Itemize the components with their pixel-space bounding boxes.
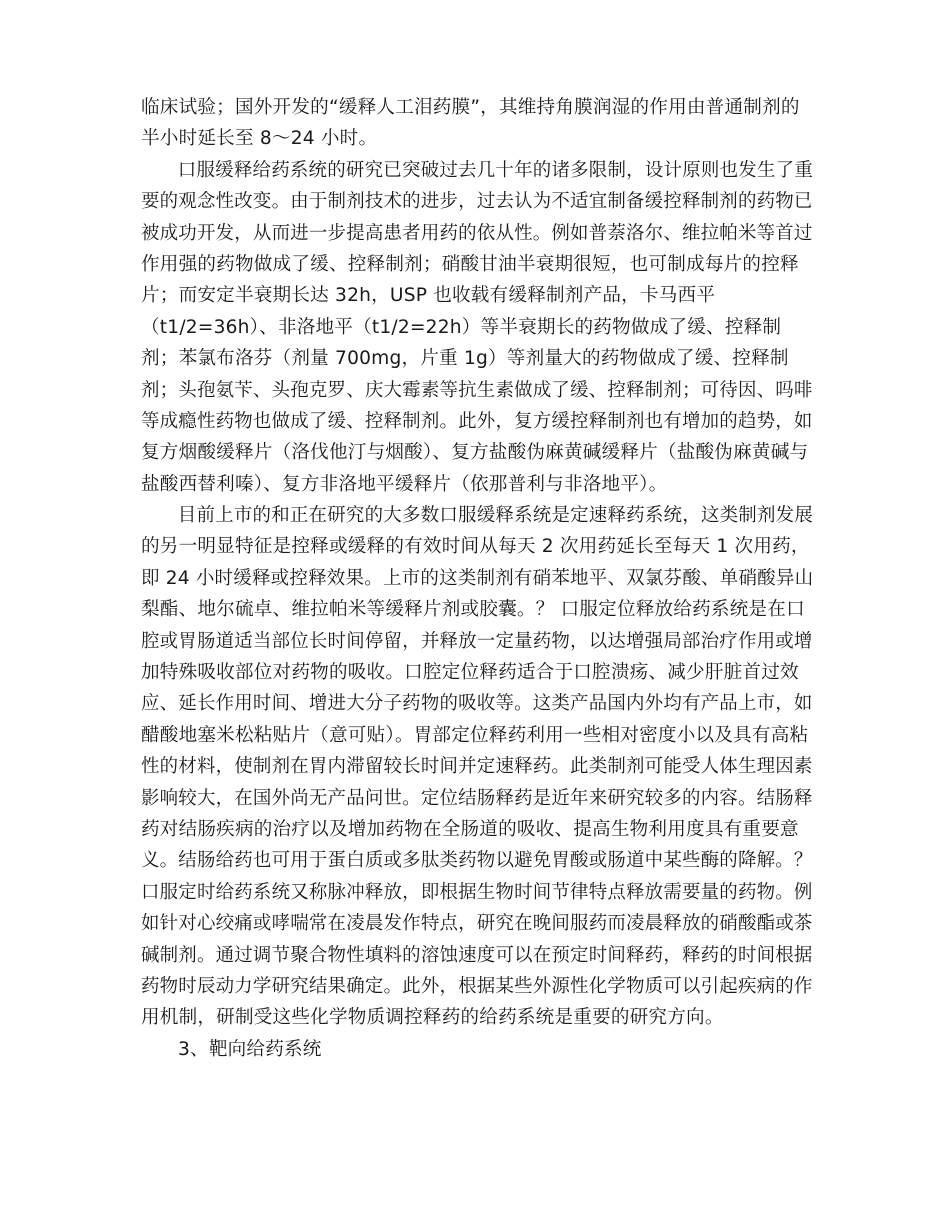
text-line: 临床试验；国外开发的“缓释人工泪药膜”，其维持角膜润湿的作用由普通制剂的 — [141, 97, 800, 118]
text-line: 如针对心绞痛或哮喘常在凌晨发作特点，研究在晚间服药而凌晨释放的硝酸酯或茶 — [141, 913, 813, 935]
text-line: 口服缓释给药系统的研究已突破过去几十年的诸多限制，设计原则也发生了重 — [177, 159, 814, 181]
paragraph-oral-sustained-release — [141, 155, 813, 500]
text-line: 盐酸西替利嗪）、复方非洛地平缓释片（依那普利与非洛地平）。 — [141, 473, 668, 495]
text-line: 加特殊吸收部位对药物的吸收。口腔定位释药适合于口腔溃疡、减少肝脏首过效 — [141, 662, 799, 684]
text-line: 用机制，研制受这些化学物质调控释药的给药系统是重要的研究方向。 — [141, 1007, 724, 1029]
text-line: 片；而安定半衰期长达 32h，USP 也收载有缓释制剂产品，卡马西平 — [141, 285, 716, 307]
text-line: 被成功开发，从而进一步提高患者用药的依从性。例如普萘洛尔、维拉帕米等首过 — [141, 222, 813, 244]
text-line: 要的观念性改变。由于制剂技术的进步，过去认为不适宜制备缓控释制剂的药物已 — [141, 191, 813, 213]
text-line: 复方烟酸缓释片（洛伐他汀与烟酸）、复方盐酸伪麻黄碱缓释片（盐酸伪麻黄碱与 — [141, 442, 809, 464]
text-line: 应、延长作用时间、增进大分子药物的吸收等。这类产品国内外均有产品上市，如 — [141, 693, 813, 715]
text-line: 的另一明显特征是控释或缓释的有效时间从每天 2 次用药延长至每天 1 次用药， — [141, 536, 810, 558]
text-line: 口服定时给药系统又称脉冲释放，即根据生物时间节律特点释放需要量的药物。例 — [141, 881, 813, 903]
text-line: （t1/2=36h）、非洛地平（t1/2=22h）等半衰期长的药物做成了缓、控释制 — [141, 316, 782, 338]
text-line: 腔或胃肠道适当部位长时间停留，并释放一定量药物，以达增强局部治疗作用或增 — [141, 630, 813, 652]
text-line: 药对结肠疾病的治疗以及增加药物在全肠道的吸收、提高生物利用度具有重要意 — [141, 818, 799, 840]
text-line: 即 24 小时缓释或控释效果。上市的这类制剂有硝苯地平、双氯芬酸、单硝酸异山 — [141, 567, 814, 589]
document-page — [141, 92, 813, 1065]
section-heading: 3、靶向给药系统 — [178, 1038, 322, 1060]
text-line: 梨酯、地尔硫卓、维拉帕米等缓释片剂或胶囊。？ 口服定位释放给药系统是在口 — [141, 599, 805, 621]
text-line: 药物时辰动力学研究结果确定。此外，根据某些外源性化学物质可以引起疾病的作 — [141, 975, 813, 997]
text-line: 义。结肠给药也可用于蛋白质或多肽类药物以避免胃酸或肠道中某些酶的降解。？ — [141, 850, 813, 872]
text-line: 目前上市的和正在研究的大多数口服缓释系统是定速释药系统，这类制剂发展 — [177, 505, 814, 527]
text-line: 等成瘾性药物也做成了缓、控释制剂。此外，复方缓控释制剂也有增加的趋势，如 — [141, 410, 813, 432]
text-line: 剂；头孢氨苄、头孢克罗、庆大霉素等抗生素做成了缓、控释制剂；可待因、吗啡 — [141, 379, 813, 401]
paragraph-artificial-tear-film — [141, 92, 813, 155]
text-line: 碱制剂。通过调节聚合物性填料的溶蚀速度可以在预定时间释药，释药的时间根据 — [141, 944, 813, 966]
text-line: 半小时延长至 8～24 小时。 — [141, 128, 378, 150]
text-line: 剂；苯氯布洛芬（剂量 700mg，片重 1g）等剂量大的药物做成了缓、控释制 — [141, 348, 789, 370]
text-line: 作用强的药物做成了缓、控释制剂；硝酸甘油半衰期很短，也可制成每片的控释 — [141, 253, 799, 275]
text-line: 醋酸地塞米松粘贴片（意可贴）。胃部定位释药利用一些相对密度小以及具有高粘 — [141, 724, 809, 746]
text-line: 影响较大，在国外尚无产品问世。定位结肠释药是近年来研究较多的内容。结肠释 — [141, 787, 813, 809]
text-line: 性的材料，使制剂在胃内滞留较长时间并定速释药。此类制剂可能受人体生理因素 — [141, 756, 813, 778]
paragraph-constant-rate-release — [141, 500, 813, 1034]
